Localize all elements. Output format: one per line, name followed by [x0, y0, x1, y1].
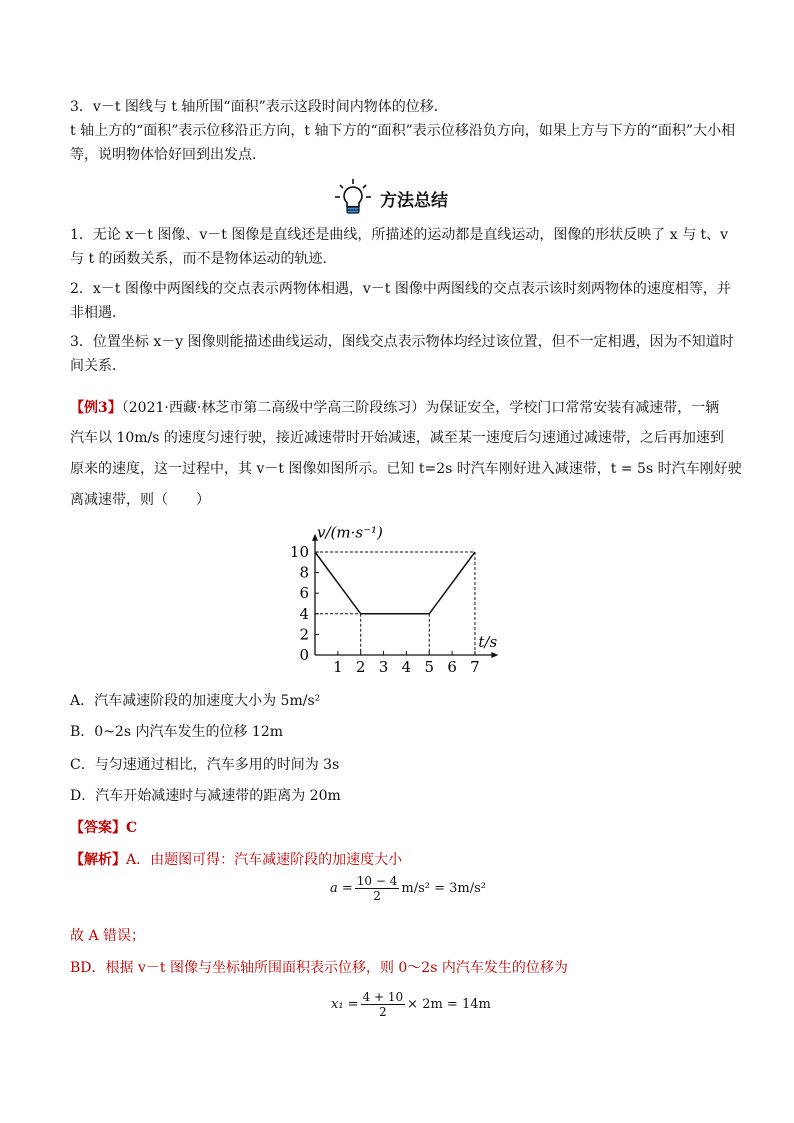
formula-acceleration — [330, 874, 486, 903]
formula-1-denominator: 2 — [373, 889, 381, 903]
x-tick-label: 2 — [355, 658, 366, 676]
analysis-line-2: 故 A 错误； — [70, 928, 146, 944]
analysis-line-3: BD．根据 v－t 图像与坐标轴所围面积表示位移，则 0～2s 内汽车发生的位移为 — [70, 960, 568, 976]
formula-2-lhs: x₁ = — [331, 997, 359, 1012]
velocity-series-line — [315, 552, 475, 614]
example-line-1 — [70, 397, 730, 419]
y-tick-label: 0 — [299, 646, 309, 664]
example-line-2: 汽车以 10m/s 的速度匀速行驶，接近减速带时开始减速，减至某一速度后匀速通过减速带，之后再加速到 — [70, 430, 724, 446]
vt-chart — [282, 522, 502, 680]
x-tick-label: 5 — [424, 658, 435, 676]
method-1b: 与 t 的函数关系，而不是物体运动的轨迹． — [70, 251, 337, 267]
y-tick-label: 4 — [299, 604, 309, 623]
formula-displacement — [331, 990, 491, 1019]
example-line-3: 原来的速度，这一过程中，其 v－t 图像如图所示。已知 t=2s 时汽车刚好进入减速带，t = 5s 时汽车刚好驶 — [70, 461, 742, 477]
formula-1-fraction — [355, 874, 400, 903]
y-tick-label: 2 — [299, 625, 309, 644]
y-tick-label: 10 — [289, 543, 309, 561]
example-line-4: 离减速带，则（ ） — [70, 492, 210, 508]
method-3a: 3．位置坐标 x－y 图像则能描述曲线运动，图线交点表示物体均经过该位置，但不一定相遇，因为不知道时 — [70, 334, 734, 350]
lightbulb-icon — [332, 177, 374, 219]
method-1a: 1．无论 x－t 图像、v－t 图像是直线还是曲线，所描述的运动都是直线运动，图像的形状反映了 x 与 t、v — [70, 227, 729, 243]
y-tick-label: 8 — [299, 563, 309, 582]
option-d: D．汽车开始减速时与减速带的距离为 20m — [70, 788, 341, 804]
method-2a: 2．x－t 图像中两图线的交点表示两物体相遇，v－t 图像中两图线的交点表示该时刻两物体的速度相等，并 — [70, 281, 731, 297]
formula-2-fraction — [361, 990, 406, 1019]
intro-line-2: t 轴上方的“面积”表示位移沿正方向，t 轴下方的“面积”表示位移沿负方向，如果上方与下方的“面积”大小相 — [70, 123, 736, 139]
formula-2-rhs: × 2m = 14m — [407, 997, 491, 1012]
formula-2-denominator: 2 — [379, 1005, 387, 1019]
x-tick-label: 6 — [447, 658, 457, 676]
x-tick-label: 7 — [470, 658, 480, 676]
intro-line-1: 3．v－t 图线与 t 轴所围“面积”表示这段时间内物体的位移． — [70, 99, 448, 115]
option-a: A．汽车减速阶段的加速度大小为 5m/s² — [70, 693, 321, 709]
y-axis-label: v/(m·s⁻¹) — [317, 523, 383, 542]
x-axis-label: t/s — [478, 633, 498, 651]
analysis-tag: 【解析】 — [70, 852, 126, 868]
x-tick-label: 4 — [401, 658, 412, 676]
analysis-line-1 — [70, 849, 730, 871]
x-tick-label: 1 — [333, 658, 343, 676]
section-heading — [332, 176, 448, 220]
option-c: C．与匀速通过相比，汽车多用的时间为 3s — [70, 757, 340, 773]
example-tag: 【例3】 — [70, 400, 122, 416]
answer-label: 【答案】C — [70, 820, 138, 836]
formula-1-lhs: a = — [330, 881, 353, 896]
formula-2-numerator: 4 + 10 — [362, 990, 404, 1004]
formula-1-numerator: 10 − 4 — [356, 874, 398, 888]
option-b: B．0~2s 内汽车发生的位移 12m — [70, 724, 284, 740]
x-axis-arrow — [491, 652, 498, 658]
method-2b: 非相遇． — [70, 305, 126, 321]
method-3b: 间关系． — [70, 358, 126, 374]
intro-line-3: 等，说明物体恰好回到出发点． — [70, 147, 266, 163]
section-title: 方法总结 — [380, 190, 448, 211]
x-tick-label: 3 — [378, 658, 389, 676]
formula-1-rhs: m/s² = 3m/s² — [401, 881, 486, 896]
y-tick-label: 6 — [299, 584, 309, 603]
example-source: （2021·西藏·林芝市第二高级中学高三阶段练习）为保证安全，学校门口常常安装有减速带，一辆 — [121, 400, 720, 416]
analysis-text-1: A．由题图可得：汽车减速阶段的加速度大小 — [126, 852, 403, 868]
